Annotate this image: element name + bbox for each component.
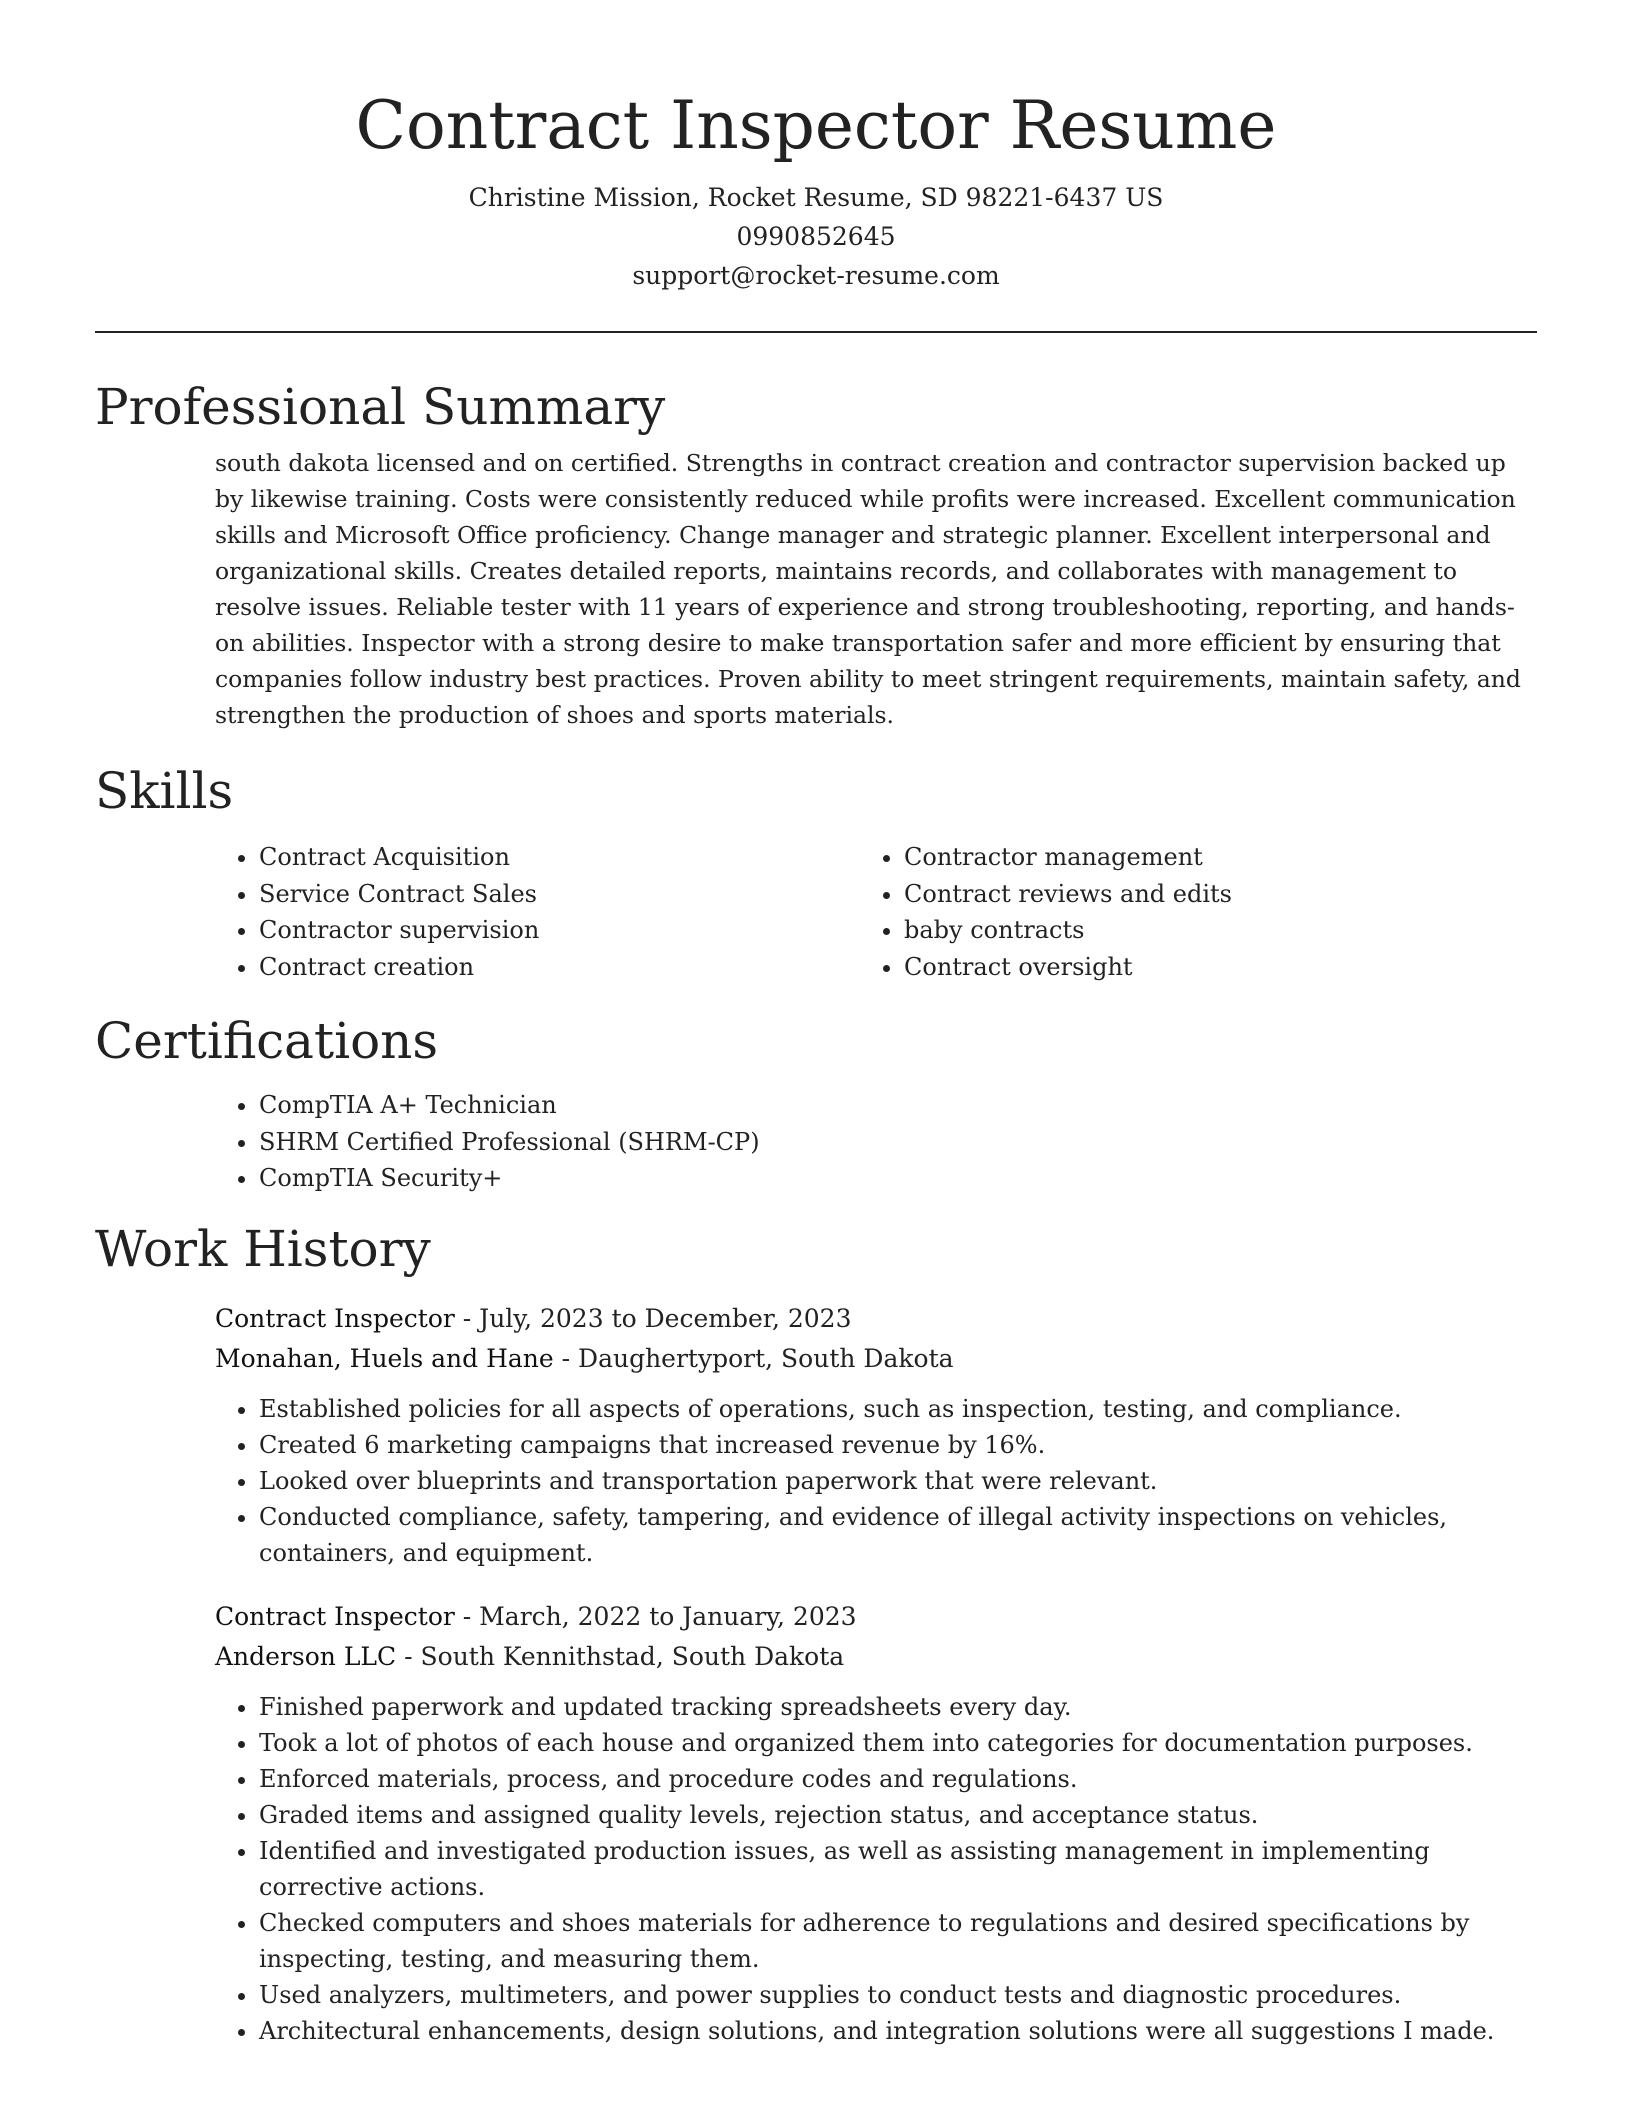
- certification-item: • CompTIA Security+: [259, 1160, 1537, 1197]
- job-bullet: • Conducted compliance, safety, tampering, and evidence of illegal activity inspections on vehicles, containers, and equipment.: [259, 1499, 1537, 1571]
- summary-heading: Professional Summary: [95, 378, 666, 436]
- skills-list-right: [860, 839, 1505, 985]
- skill-item: • Service Contract Sales: [259, 876, 860, 913]
- job-company-line: [215, 1339, 1537, 1379]
- skill-item: • Contract reviews and edits: [904, 876, 1505, 913]
- header-divider: [95, 331, 1537, 333]
- job-bullet: • Looked over blueprints and transportation paperwork that were relevant.: [259, 1463, 1537, 1499]
- job-bullets: [215, 1391, 1537, 1571]
- job-bullet: • Established policies for all aspects of operations, such as inspection, testing, and compliance.: [259, 1391, 1537, 1427]
- job-bullet: • Finished paperwork and updated tracking spreadsheets every day.: [259, 1689, 1537, 1725]
- certification-item: • SHRM Certified Professional (SHRM-CP): [259, 1124, 1537, 1161]
- certification-item: • CompTIA A+ Technician: [259, 1087, 1537, 1124]
- resume-header: [95, 0, 1537, 295]
- job-bullet: • Took a lot of photos of each house and organized them into categories for documentation purposes.: [259, 1725, 1537, 1761]
- job-dates: - July, 2023 to December, 2023: [454, 1303, 852, 1333]
- job-bullet: • Checked computers and shoes materials for adherence to regulations and desired specifications by inspecting, testing, and measuring them.: [259, 1905, 1537, 1977]
- skills-column-right: [860, 839, 1505, 985]
- skill-item: • Contract oversight: [904, 949, 1505, 986]
- resume-title: Contract Inspector Resume: [355, 87, 1277, 164]
- summary-body: [95, 445, 1537, 733]
- skills-body: [95, 839, 1537, 985]
- job-bullet: • Architectural enhancements, design solutions, and integration solutions were all suggestions I made.: [259, 2013, 1537, 2049]
- certifications-body: [95, 1087, 1537, 1197]
- job-bullet: • Graded items and assigned quality levels, rejection status, and acceptance status.: [259, 1797, 1537, 1833]
- skills-heading: Skills: [95, 762, 234, 820]
- job-location: - Daughertyport, South Dakota: [553, 1343, 954, 1373]
- skill-item: • Contractor management: [904, 839, 1505, 876]
- contact-info: [95, 178, 1537, 295]
- job-dates: - March, 2022 to January, 2023: [454, 1601, 857, 1631]
- job-title-line: [215, 1597, 1537, 1637]
- job-bullet: • Created 6 marketing campaigns that increased revenue by 16%.: [259, 1427, 1537, 1463]
- job-entry: [95, 1597, 1537, 2049]
- job-bullet: • Identified and investigated production issues, as well as assisting management in implementing corrective actions.: [259, 1833, 1537, 1905]
- job-company: Monahan, Huels and Hane: [215, 1343, 554, 1373]
- job-bullet: • Used analyzers, multimeters, and power supplies to conduct tests and diagnostic procedures.: [259, 1977, 1537, 2013]
- contact-phone: 0990852645: [736, 222, 896, 251]
- job-company: Anderson LLC: [215, 1641, 397, 1671]
- job-role: Contract Inspector: [215, 1601, 455, 1631]
- skills-column-left: [215, 839, 860, 985]
- certifications-heading: Certifications: [95, 1012, 439, 1070]
- skill-item: • baby contracts: [904, 912, 1505, 949]
- job-entry: [95, 1299, 1537, 1571]
- work-history-heading: Work History: [95, 1219, 431, 1278]
- job-bullet: • Enforced materials, process, and procedure codes and regulations.: [259, 1761, 1537, 1797]
- job-company-line: [215, 1637, 1537, 1677]
- skill-item: • Contract creation: [259, 949, 860, 986]
- certifications-list: [215, 1087, 1537, 1197]
- skills-list-left: [215, 839, 860, 985]
- job-location: - South Kennithstad, South Dakota: [396, 1641, 845, 1671]
- skill-item: • Contractor supervision: [259, 912, 860, 949]
- job-role: Contract Inspector: [215, 1303, 455, 1333]
- job-title-line: [215, 1299, 1537, 1339]
- summary-text: south dakota licensed and on certified. Strengths in contract creation and contractor supervision backed up by likewise training. Costs were consistently reduced while profits were increased. Excellent communication skills and Microsoft Office proficiency. Change manager and strategic planner. Excellent interpersonal and organizational skills. Creates detailed reports, maintains records, and collaborates with management to resolve issues. Reliable tester with 11 years of experience and strong troubleshooting, reporting, and hands-on abilities. Inspector with a strong desire to make transportation safer and more efficient by ensuring that companies follow industry best practices. Proven ability to meet stringent requirements, maintain safety, and strengthen the production of shoes and sports materials.: [215, 449, 1521, 729]
- skills-grid: [215, 839, 1537, 985]
- job-bullets: [215, 1689, 1537, 2049]
- contact-email: support@rocket-resume.com: [632, 261, 1000, 290]
- contact-address: Christine Mission, Rocket Resume, SD 98221-6437 US: [468, 183, 1164, 212]
- skill-item: • Contract Acquisition: [259, 839, 860, 876]
